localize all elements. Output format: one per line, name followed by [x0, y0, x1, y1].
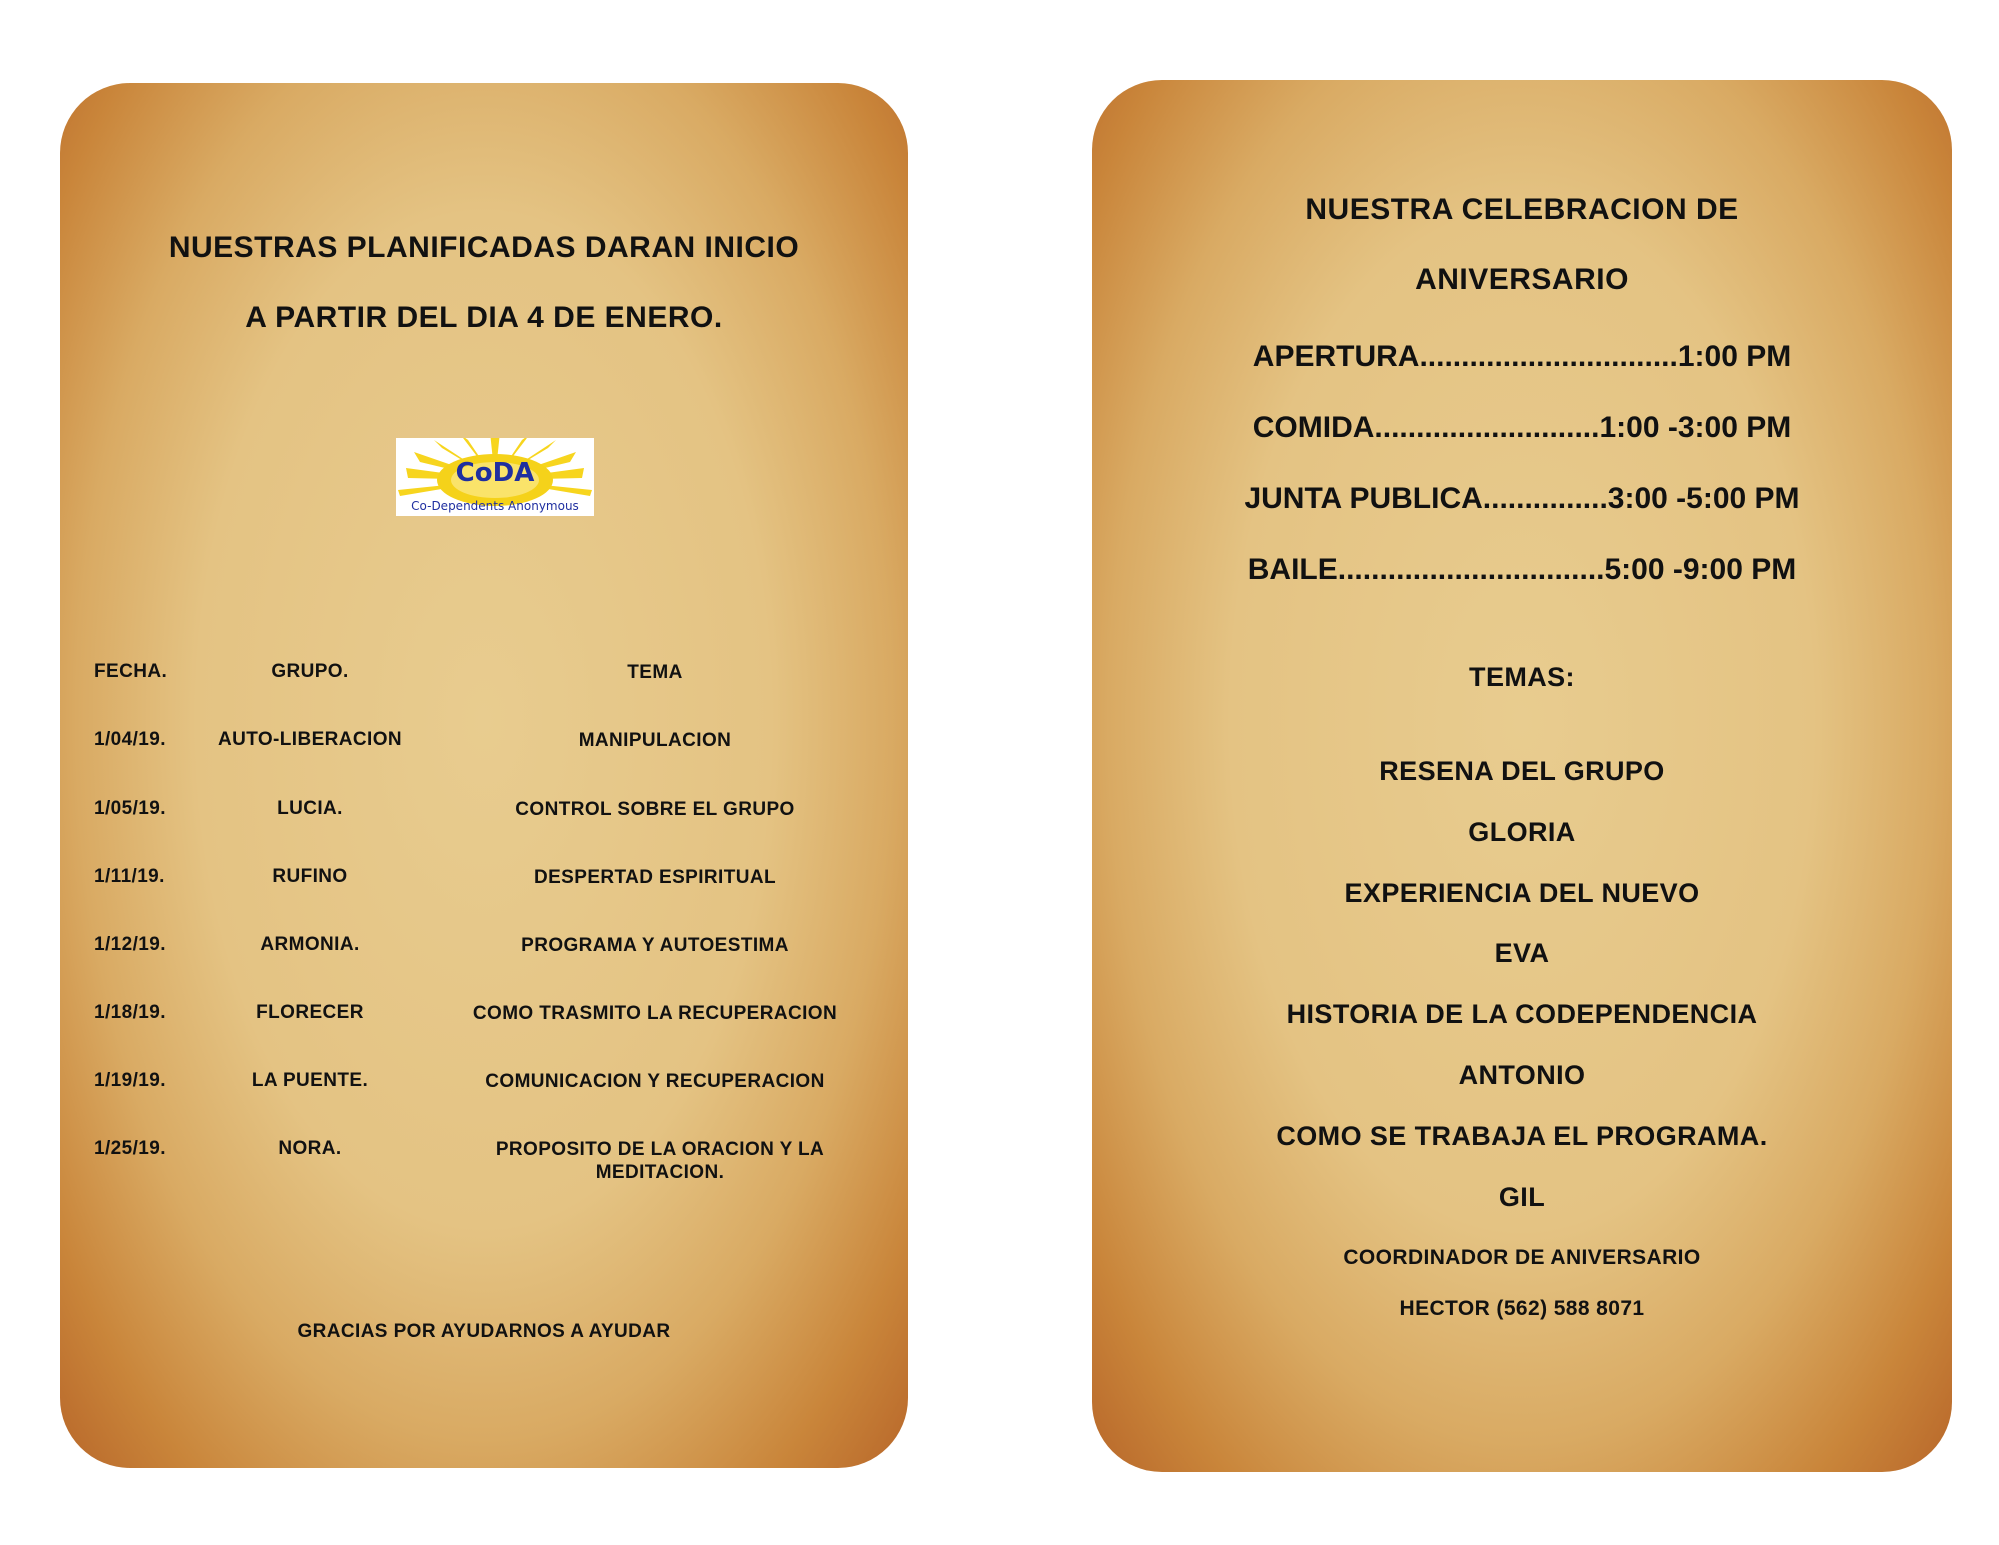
- schedule-heading-line-1: NUESTRAS PLANIFICADAS DARAN INICIO: [168, 231, 800, 264]
- table-header-topic: TEMA: [627, 662, 683, 683]
- table-row-topic: MANIPULACION: [578, 730, 732, 751]
- theme-item: HISTORIA DE LA CODEPENDENCIA: [1286, 999, 1758, 1029]
- schedule-item-public-meeting: JUNTA PUBLICA...............3:00 -5:00 PM: [1244, 482, 1800, 515]
- coordinator-contact: HECTOR (562) 588 8071: [1399, 1297, 1645, 1320]
- table-row-topic: PROPOSITO DE LA ORACION Y LA MEDITACION.: [495, 1139, 825, 1183]
- coda-logo: [396, 438, 594, 516]
- theme-item: GIL: [1498, 1182, 1546, 1212]
- coda-logo-name: CoDA: [455, 458, 535, 488]
- table-row-group: RUFINO: [272, 866, 348, 887]
- schedule-card: [60, 83, 908, 1468]
- table-row-date: 1/18/19.: [94, 1002, 166, 1023]
- table-row-date: 1/05/19.: [94, 798, 166, 819]
- theme-item: RESENA DEL GRUPO: [1379, 756, 1665, 786]
- table-row-group: ARMONIA.: [260, 934, 360, 955]
- table-row-group: LA PUENTE.: [251, 1070, 369, 1091]
- table-row-topic: DESPERTAD ESPIRITUAL: [533, 867, 776, 888]
- table-row-group: NORA.: [278, 1138, 342, 1159]
- theme-item: EVA: [1494, 938, 1550, 968]
- schedule-item-dance: BAILE................................5:00 -9:00 PM: [1247, 553, 1797, 586]
- table-row-group: LUCIA.: [277, 798, 343, 819]
- table-row-topic: CONTROL SOBRE EL GRUPO: [515, 799, 795, 820]
- table-row-date: 1/19/19.: [94, 1070, 166, 1091]
- table-row-date: 1/11/19.: [94, 866, 165, 887]
- theme-item: GLORIA: [1468, 817, 1576, 847]
- theme-item: COMO SE TRABAJA EL PROGRAMA.: [1276, 1121, 1768, 1151]
- table-header-date: FECHA.: [94, 661, 168, 682]
- coordinator-label: COORDINADOR DE ANIVERSARIO: [1343, 1246, 1701, 1269]
- table-row-group: FLORECER: [256, 1002, 364, 1023]
- table-row-topic: PROGRAMA Y AUTOESTIMA: [521, 935, 789, 956]
- theme-item: ANTONIO: [1458, 1060, 1586, 1090]
- table-row-topic: COMUNICACION Y RECUPERACION: [485, 1071, 825, 1092]
- anniversary-title-line-1: NUESTRA CELEBRACION DE: [1305, 193, 1739, 226]
- thank-you-footer: GRACIAS POR AYUDARNOS A AYUDAR: [297, 1321, 671, 1342]
- coda-logo-tagline: Co-Dependents Anonymous: [411, 499, 579, 513]
- theme-item: EXPERIENCIA DEL NUEVO: [1344, 878, 1700, 908]
- schedule-item-opening: APERTURA...............................1:00 PM: [1252, 340, 1792, 373]
- anniversary-card: [1092, 80, 1952, 1472]
- schedule-heading-line-2: A PARTIR DEL DIA 4 DE ENERO.: [245, 301, 723, 334]
- schedule-item-meal: COMIDA...........................1:00 -3:00 PM: [1252, 411, 1792, 444]
- anniversary-title-line-2: ANIVERSARIO: [1415, 263, 1629, 296]
- table-row-topic: COMO TRASMITO LA RECUPERACION: [472, 1003, 838, 1024]
- table-row-date: 1/12/19.: [94, 934, 166, 955]
- table-row-date: 1/25/19.: [94, 1138, 166, 1159]
- table-header-group: GRUPO.: [271, 661, 349, 682]
- table-row-date: 1/04/19.: [94, 729, 166, 750]
- themes-label: TEMAS:: [1469, 662, 1575, 692]
- table-row-group: AUTO-LIBERACION: [217, 729, 403, 750]
